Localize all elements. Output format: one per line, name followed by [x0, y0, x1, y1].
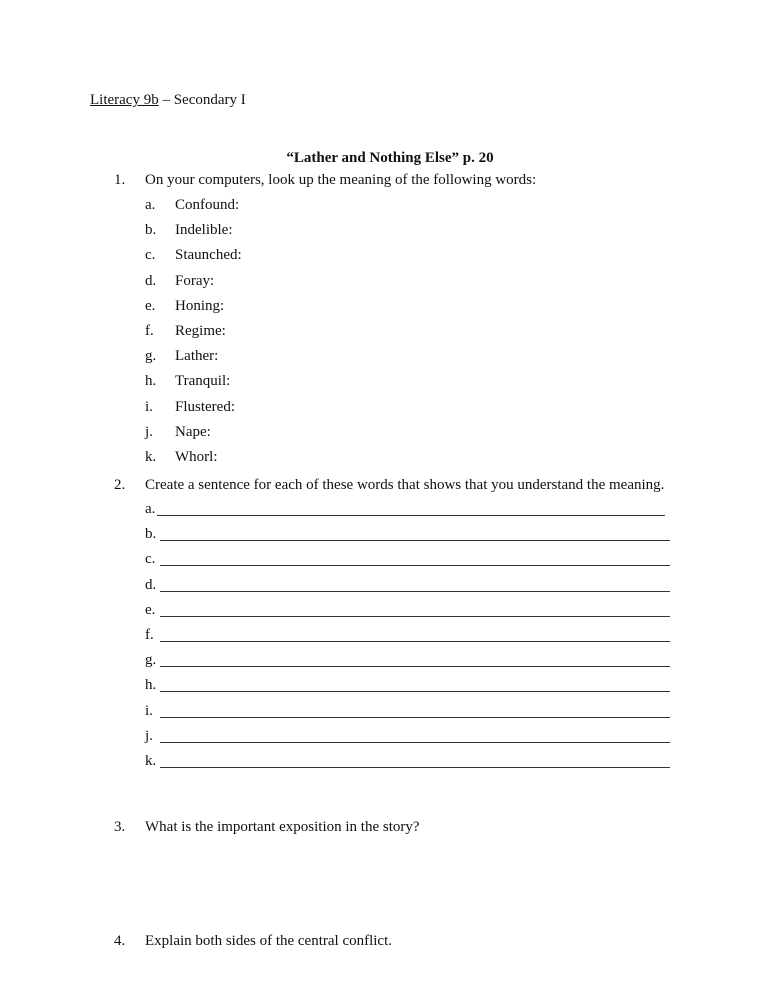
document-header [90, 91, 246, 109]
q2-text: Create a sentence for each of these words that shows that you understand the meaning. [145, 477, 665, 493]
q2-number: 2. [114, 477, 126, 493]
answer-line[interactable] [160, 616, 670, 617]
vocab-item-word: Nape: [175, 423, 211, 440]
answer-line[interactable] [160, 591, 670, 592]
vocab-item-label: h. [145, 373, 157, 390]
vocab-item-word: Lather: [175, 348, 219, 365]
q3-text: What is the important exposition in the story? [145, 819, 420, 835]
course-level: Secondary I [173, 92, 246, 108]
answer-line[interactable] [160, 717, 670, 718]
sentence-label: g. [145, 652, 157, 669]
worksheet-title: “Lather and Nothing Else” p. 20 [286, 150, 494, 166]
vocab-item-word: Whorl: [175, 449, 218, 465]
header-separator: – [158, 92, 174, 108]
answer-line[interactable] [160, 742, 670, 743]
vocab-item-word: Indelible: [175, 222, 233, 239]
vocab-item-word: Tranquil: [175, 373, 231, 390]
vocab-item-label: d. [145, 272, 157, 289]
answer-line[interactable] [157, 515, 665, 516]
vocab-item-label: k. [145, 449, 157, 465]
vocab-item-word: Regime: [175, 323, 226, 339]
vocab-item-word: Staunched: [175, 247, 242, 264]
vocab-item-word: Confound: [175, 197, 240, 213]
sentence-label: h. [145, 677, 157, 694]
sentence-label: k. [145, 753, 157, 769]
q4-number: 4. [114, 933, 126, 949]
sentence-label: a. [145, 501, 156, 517]
answer-line[interactable] [160, 767, 670, 768]
sentence-label: j. [145, 727, 153, 744]
vocab-item-label: f. [145, 323, 154, 339]
vocab-item-label: a. [145, 197, 156, 213]
sentence-label: d. [145, 576, 157, 593]
answer-line[interactable] [160, 565, 670, 566]
vocab-item-label: e. [145, 297, 156, 314]
q1-text: On your computers, look up the meaning of the following words: [145, 172, 537, 188]
q1-number: 1. [114, 172, 126, 188]
sentence-label: i. [145, 702, 153, 719]
vocab-item-label: c. [145, 247, 156, 264]
vocab-item-word: Foray: [175, 272, 215, 289]
sentence-label: c. [145, 551, 156, 568]
q4-text: Explain both sides of the central conflict. [145, 933, 393, 949]
q3-number: 3. [114, 819, 126, 835]
sentence-label: f. [145, 627, 154, 643]
sentence-label: e. [145, 601, 156, 618]
answer-line[interactable] [160, 540, 670, 541]
answer-line[interactable] [160, 691, 670, 692]
course-name: Literacy 9b [90, 92, 159, 108]
answer-line[interactable] [160, 641, 670, 642]
answer-line[interactable] [160, 666, 670, 667]
vocab-item-label: g. [145, 348, 157, 365]
vocab-item-label: j. [145, 423, 153, 440]
vocab-item-label: i. [145, 398, 153, 415]
vocab-item-word: Honing: [175, 297, 225, 314]
vocab-item-word: Flustered: [175, 398, 235, 415]
sentence-label: b. [145, 526, 157, 543]
vocab-item-label: b. [145, 222, 157, 239]
